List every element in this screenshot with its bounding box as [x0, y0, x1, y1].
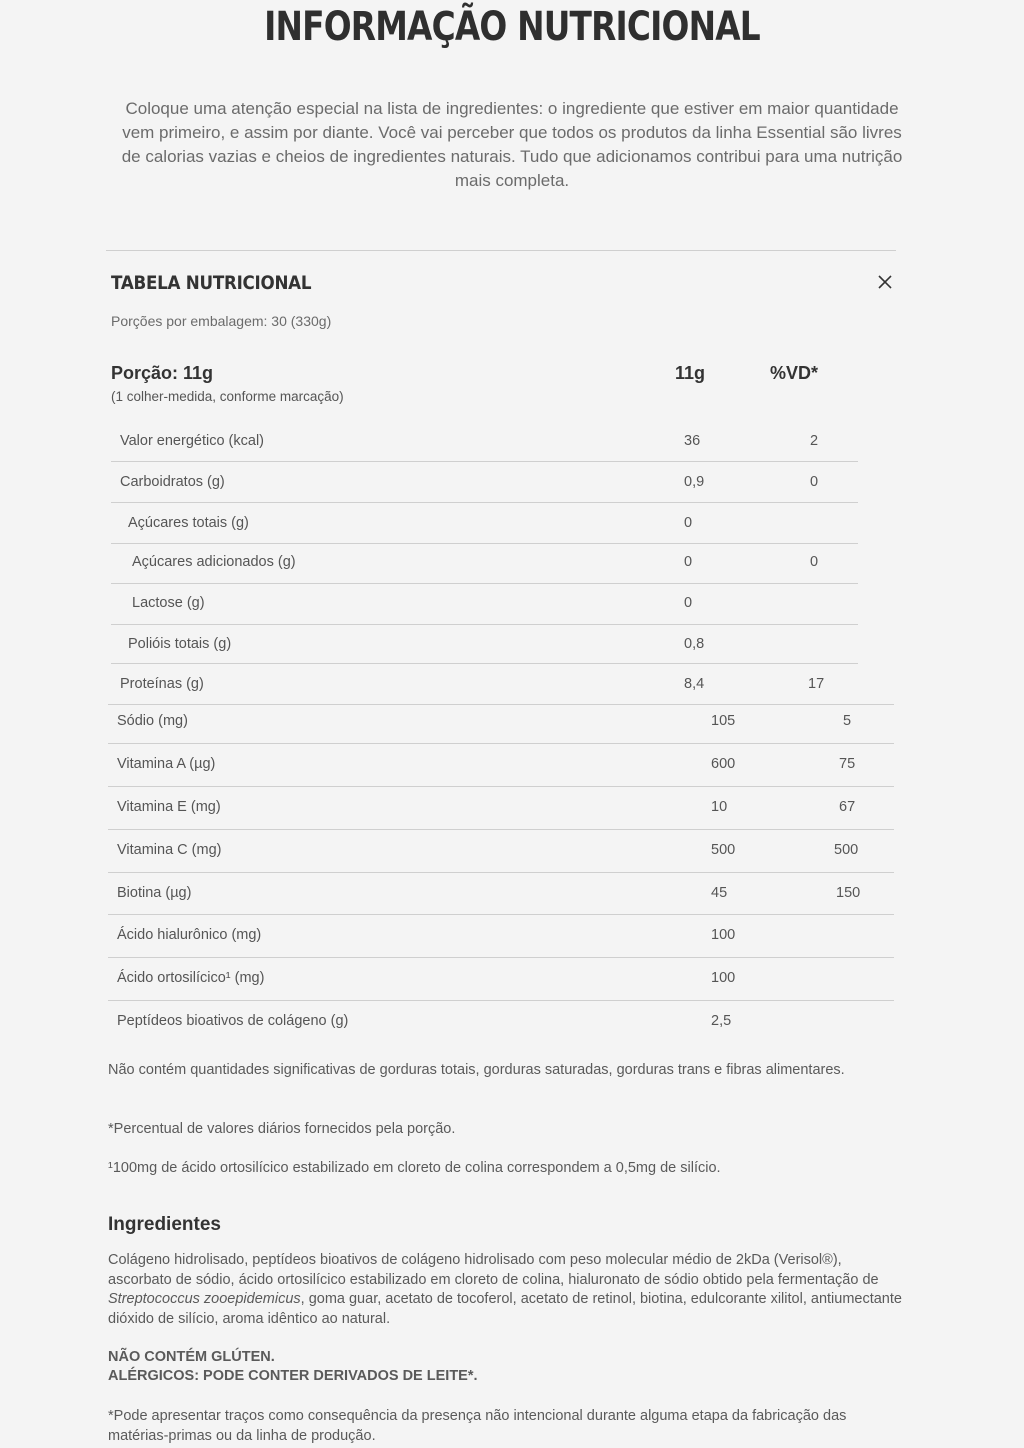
nutrient-name: Valor energético (kcal): [120, 433, 264, 449]
row-divider: [108, 704, 894, 705]
portion-description: (1 colher-medida, conforme marcação): [111, 389, 344, 404]
row-divider: [111, 583, 858, 584]
nutrient-daily-value: 150: [836, 885, 861, 901]
nutrient-name: Ácido hialurônico (mg): [117, 927, 262, 943]
nutrient-amount: 500: [711, 842, 736, 858]
nutrient-amount: 10: [711, 799, 728, 815]
nutrient-amount: 36: [684, 433, 701, 449]
row-divider: [108, 957, 894, 958]
nutrient-amount: 0: [684, 515, 693, 531]
close-icon[interactable]: [873, 270, 897, 294]
ingredients-text-italic: Streptococcus zooepidemicus: [108, 1291, 301, 1307]
ingredients-text: [108, 1251, 908, 1329]
amount-column-header: 11g: [675, 363, 706, 383]
intro-text: Coloque uma atenção especial na lista de ingredientes: o ingrediente que estiver em maior quantidade vem primeiro, e assim por diante. Você vai perceber que todos os produtos da linha Essential são livres de calorias vazias e cheios de ingredientes naturais. Tudo que adicionamos contribui para uma nutrição mais completa.: [121, 99, 903, 190]
row-divider: [111, 461, 858, 462]
nutrient-name: Ácido ortosilícico¹ (mg): [117, 970, 265, 986]
nutrient-daily-value: 500: [834, 842, 859, 858]
nutrient-name: Biotina (µg): [117, 885, 192, 901]
table-title: TABELA NUTRICIONAL: [111, 272, 312, 294]
nutrient-amount: 100: [711, 970, 736, 986]
nutrient-name: Vitamina C (mg): [117, 842, 222, 858]
row-divider: [108, 786, 894, 787]
gluten-warning: NÃO CONTÉM GLÚTEN.: [108, 1349, 275, 1365]
row-divider: [108, 914, 894, 915]
nutrient-daily-value: 5: [843, 713, 852, 729]
nutrient-name: Lactose (g): [132, 595, 205, 611]
row-divider: [111, 543, 858, 544]
nutrient-amount: 0: [684, 554, 693, 570]
row-divider: [111, 502, 858, 503]
nutrient-daily-value: 17: [808, 676, 825, 692]
note-daily-value: *Percentual de valores diários fornecidos pela porção.: [108, 1121, 456, 1137]
note-silicon: ¹100mg de ácido ortosilícico estabilizado em cloreto de colina correspondem a 0,5mg de silício.: [108, 1160, 721, 1176]
row-divider: [111, 663, 858, 664]
ingredients-text-part: Colágeno hidrolisado, peptídeos bioativos de colágeno hidrolisado com peso molecular médio de 2kDa (Verisol®), ascorbato de sódio, ácido ortosilícico estabilizado em cloreto de colina, hialuronato de sódio obtido pela fermentação de: [108, 1252, 879, 1288]
ingredients-text-part: , goma guar, acetato de tocoferol, acetato de retinol, biotina, edulcorante xilitol, antiumectante dióxido de silício, aroma idêntico ao natural.: [108, 1291, 902, 1327]
trace-note: *Pode apresentar traços como consequência da presença não intencional durante alguma etapa da fabricação das matérias-primas ou da linha de produção.: [108, 1408, 847, 1444]
nutrient-name: Vitamina A (µg): [117, 756, 216, 772]
nutrient-name: Açúcares adicionados (g): [132, 554, 296, 570]
row-divider: [108, 1000, 894, 1001]
allergen-warning: ALÉRGICOS: PODE CONTER DERIVADOS DE LEITE*.: [108, 1368, 478, 1384]
nutrient-daily-value: 0: [810, 474, 819, 490]
nutrient-name: Proteínas (g): [120, 676, 204, 692]
nutrient-amount: 45: [711, 885, 728, 901]
nutrient-amount: 105: [711, 713, 736, 729]
nutrient-amount: 100: [711, 927, 736, 943]
nutrient-name: Peptídeos bioativos de colágeno (g): [117, 1013, 349, 1029]
row-divider: [108, 872, 894, 873]
section-divider: [106, 250, 896, 251]
row-divider: [111, 624, 858, 625]
nutrient-daily-value: 67: [839, 799, 856, 815]
nutrient-daily-value: 0: [810, 554, 819, 570]
nutrient-name: Polióis totais (g): [128, 636, 232, 652]
ingredients-title: Ingredientes: [108, 1214, 221, 1235]
row-divider: [108, 743, 894, 744]
nutrient-amount: 0,9: [684, 474, 705, 490]
row-divider: [108, 829, 894, 830]
nutrient-name: Carboidratos (g): [120, 474, 225, 490]
nutrient-daily-value: 2: [810, 433, 819, 449]
nutrient-name: Sódio (mg): [117, 713, 188, 729]
nutrient-daily-value: 75: [839, 756, 856, 772]
nutrient-amount: 600: [711, 756, 736, 772]
portion-label: Porção: 11g: [111, 363, 214, 383]
nutrient-name: Vitamina E (mg): [117, 799, 221, 815]
servings-per-package: Porções por embalagem: 30 (330g): [111, 313, 332, 329]
page-title: INFORMAÇÃO NUTRICIONAL: [264, 4, 760, 50]
daily-value-column-header: %VD*: [770, 363, 819, 383]
nutrient-amount: 0,8: [684, 636, 705, 652]
note-not-contain: Não contém quantidades significativas de gorduras totais, gorduras saturadas, gorduras trans e fibras alimentares.: [108, 1062, 845, 1078]
nutrient-amount: 0: [684, 595, 693, 611]
nutrient-amount: 8,4: [684, 676, 705, 692]
nutrient-amount: 2,5: [711, 1013, 732, 1029]
nutrient-name: Açúcares totais (g): [128, 515, 249, 531]
